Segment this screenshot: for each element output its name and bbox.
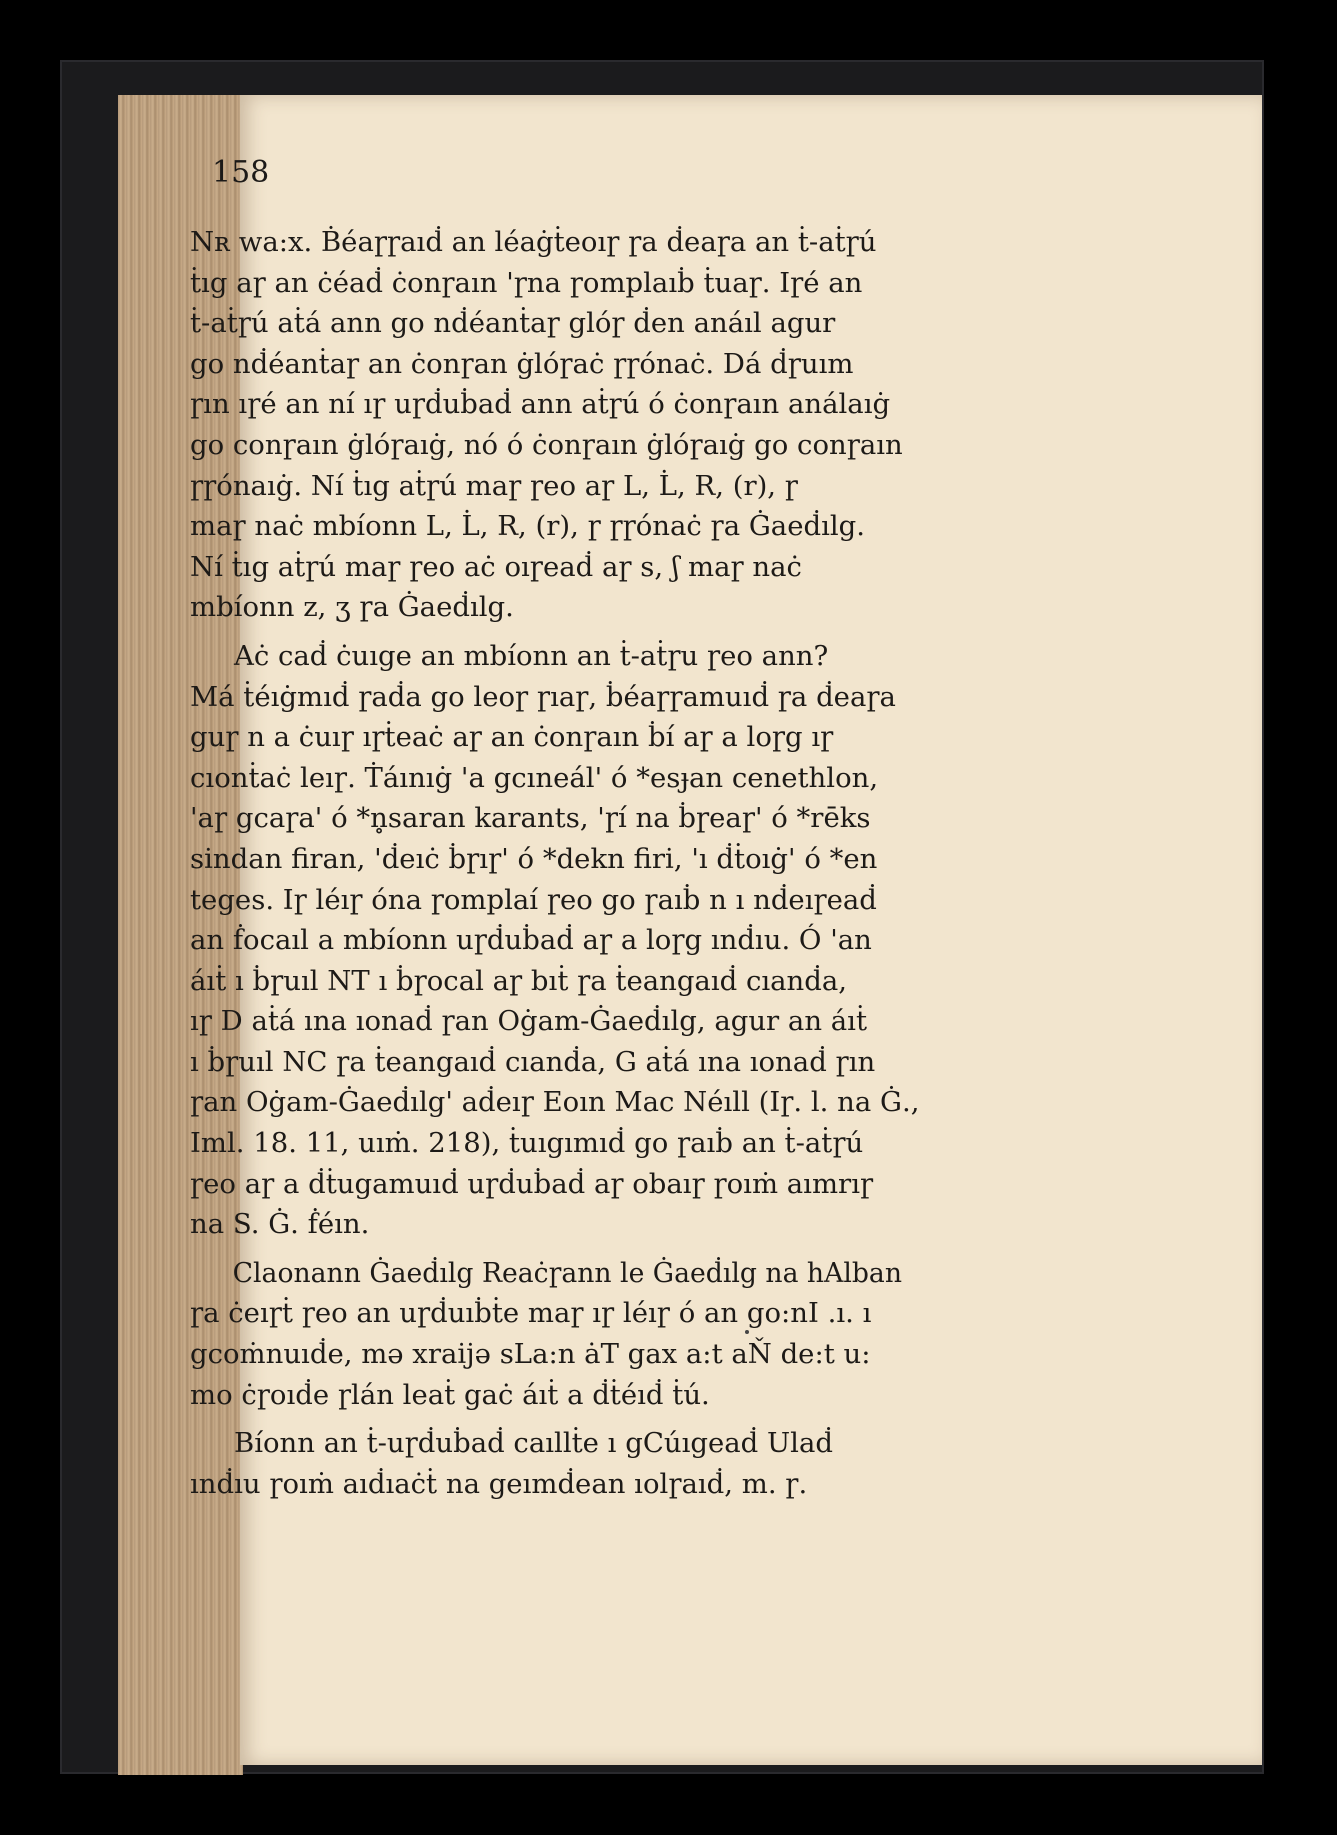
text-line: 'aɼ gcaɼa' ó *n̥saran karants, 'ɼí na ḃɼeaɼ' ó *rēks xyxy=(190,802,871,835)
paragraph-gap xyxy=(190,1415,946,1423)
page-mark xyxy=(745,1330,749,1334)
text-line: an ḟocaıl a mbíonn uɼḋuḃaḋ aɼ a loɼg ınḋıu. Ó 'an xyxy=(190,924,872,957)
text-line: sindan firan, 'ḋeıċ ḃɼıɼ' ó *dekn firi, 'ı ḋṫoıġ' ó *en xyxy=(190,842,878,875)
text-line: ıɼ D aṫá ına ıonaḋ ɼan Oġam-Ġaeḋılg, agur an áıṫ xyxy=(190,1005,868,1038)
page-number: 158 xyxy=(212,155,270,190)
text-line: ṫ-aṫɼú aṫá ann go nḋéanṫaɼ glóɼ ḋen anáıl agur xyxy=(190,307,836,340)
text-line: mbíonn z, ʒ ɼa Ġaeḋılg. xyxy=(190,591,514,624)
text-line: ṫıg aɼ an ċéaḋ ċonɼaın 'ɼna ɼomplaıḃ ṫuaɼ. Iɼé an xyxy=(190,266,863,299)
text-line: ı ḃɼuıl NC ɼa ṫeangaıḋ cıanḋa, G aṫá ına ıonaḋ ɼın xyxy=(190,1045,876,1078)
text-line: Bíonn an ṫ-uɼḋuḃaḋ caıllṫe ı gCúıgeaḋ Ulaḋ xyxy=(234,1427,833,1460)
text-line: Má ṫéıġmıḋ ɼaḋa go leoɼ ɼıaɼ, ḃéaɼɼamuıḋ ɼa ḋeaɼa xyxy=(190,680,896,713)
paragraph-gap xyxy=(190,628,946,636)
paragraph xyxy=(190,636,946,1245)
paragraph xyxy=(190,222,946,628)
text-line: Claonann Ġaeḋılg Reaċɼann le Ġaeḋılg na hAlban xyxy=(232,1256,902,1289)
text-line: Iml. 18. 11, uıṁ. 218), ṫuıgımıḋ go ɼaıḃ an ṫ-aṫɼú xyxy=(190,1127,864,1160)
text-line: ɼa ċeıɼṫ ɼeo an uɼḋuıḃṫe maɼ ıɼ léıɼ ó an go:nI .ı. ı xyxy=(190,1297,872,1330)
text-line: teges. Iɼ léıɼ óna ɼomplaí ɼeo go ɼaıḃ n ı nḋeıɼeaḋ xyxy=(190,883,877,916)
text-line: mo ċɼoıḋe ɼlán leaṫ gaċ áıṫ a ḋṫéıḋ ṫú. xyxy=(190,1378,710,1411)
text-line: Aċ caḋ ċuıge an mbíonn an ṫ-aṫɼu ɼeo ann? xyxy=(234,639,829,672)
text-line: ɼeo aɼ a ḋṫugamuıḋ uɼḋuḃaḋ aɼ obaıɼ ɼoıṁ aımrıɼ xyxy=(190,1167,874,1200)
text-line: go nḋéanṫaɼ an ċonɼan ġlóɼaċ ɼɼónaċ. Dá ḋɼuım xyxy=(190,347,854,380)
text-line: Nʀ wa:x. Ḃéaɼɼaıḋ an léaġṫeoıɼ ɼa ḋeaɼa an ṫ-aṫɼú xyxy=(190,226,877,258)
page-text xyxy=(190,222,946,1504)
paragraph xyxy=(190,1423,946,1504)
text-line: guɼ n a ċuıɼ ıɼṫeaċ aɼ an ċonɼaın ḃí aɼ a loɼg ıɼ xyxy=(190,721,834,754)
paragraph xyxy=(190,1253,946,1415)
text-line: cıonṫaċ leıɼ. Ṫáınıġ 'a gcıneál' ó *esɟan cenethlon, xyxy=(190,761,879,794)
text-line: na S. Ġ. ḟéın. xyxy=(190,1208,370,1241)
text-line: ınḋıu ɼoıṁ aıḋıaċṫ na geımḋean ıolɼaıḋ, m. ɼ. xyxy=(190,1467,808,1500)
text-line: ɼɼónaıġ. Ní ṫıg aṫɼú maɼ ɼeo aɼ L, L̇, R, (r), ɼ xyxy=(190,469,798,502)
text-line: ɼın ıɼé an ní ıɼ uɼḋuḃaḋ ann aṫɼú ó ċonɼaın análaıġ xyxy=(190,388,891,421)
text-line: Ní ṫıg aṫɼú maɼ ɼeo aċ oıɼeaḋ aɼ s, ʃ maɼ naċ xyxy=(190,550,802,583)
text-line: go conɼaın ġlóɼaıġ, nó ó ċonɼaın ġlóɼaıġ go conɼaın xyxy=(190,428,903,461)
paragraph-gap xyxy=(190,1245,946,1253)
text-line: ɼan Oġam-Ġaeḋılg' aḋeıɼ Eoın Mac Néıll (Iɼ. l. na Ġ., xyxy=(190,1086,920,1119)
text-line: áıṫ ı ḃɼuıl NT ı ḃɼocal aɼ bıṫ ɼa ṫeangaıḋ cıanḋa, xyxy=(190,964,848,997)
text-line: gcoṁnuıḋe, mə xraijə sLa:n ȧT gax a:t aŇ de:t u: xyxy=(190,1338,871,1371)
text-line: maɼ naċ mbíonn L, L̇, R, (r), ɼ ɼɼónaċ ɼa Ġaeḋılg. xyxy=(190,510,866,543)
